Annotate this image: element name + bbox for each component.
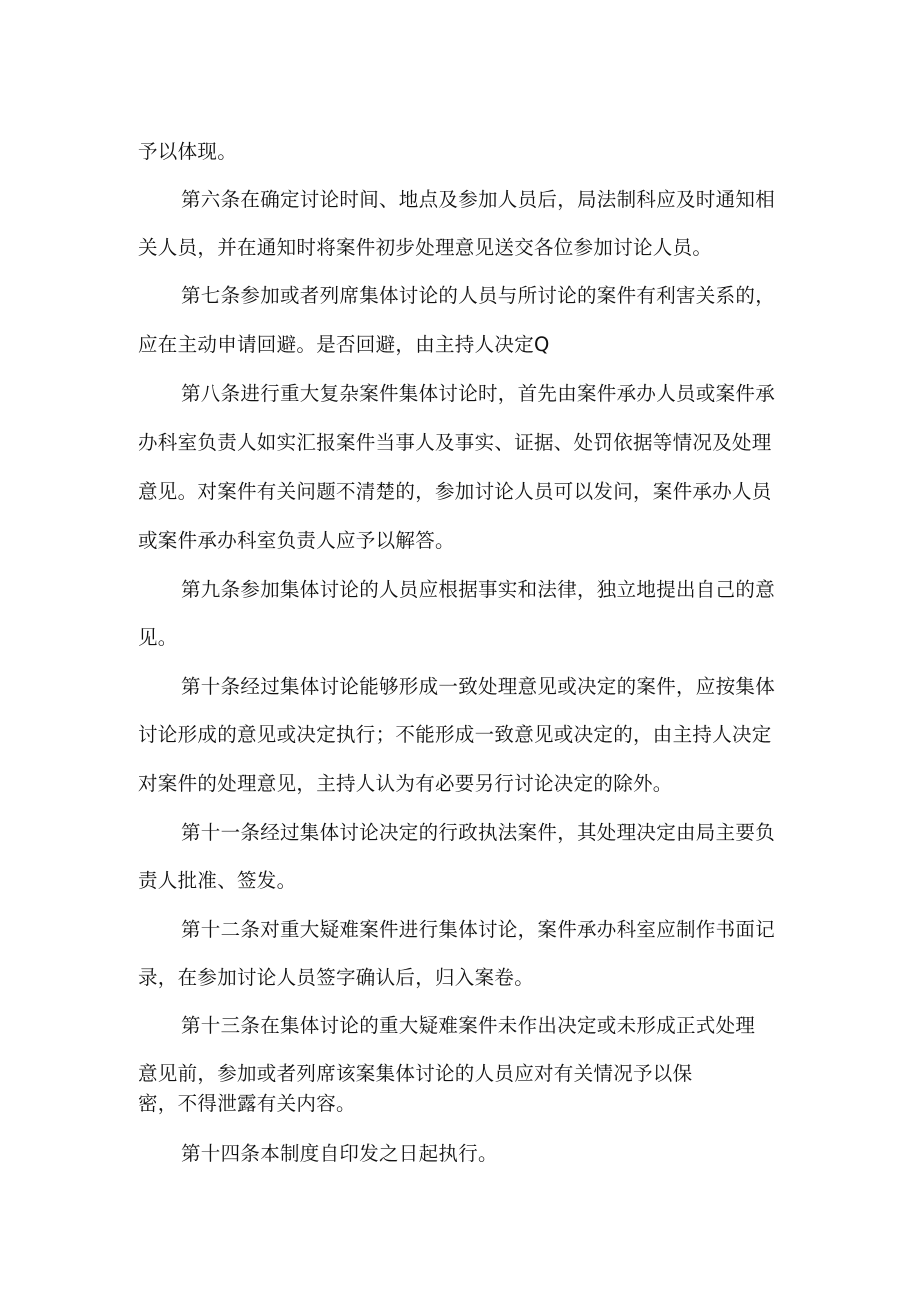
article-12-line: 第十二条对重大疑难案件进行集体讨论，案件承办科室应制作书面记 (181, 918, 776, 941)
text-line: 对案件的处理意见，主持人认为有必要另行讨论决定的除外。 (138, 772, 673, 795)
text-line: 责人批准、签发。 (138, 869, 297, 892)
article-6-line: 第六条在确定讨论时间、地点及参加人员后，局法制科应及时通知相 (181, 188, 776, 211)
text-line: 应在主动申请回避。是否回避，由主持人决定Q (138, 333, 550, 356)
article-11-line: 第十一条经过集体讨论决定的行政执法案件，其处理决定由局主要负 (181, 821, 776, 844)
text-line: 讨论形成的意见或决定执行；不能形成一致意见或决定的，由主持人决定 (138, 723, 772, 746)
article-8-line: 第八条进行重大复杂案件集体讨论时，首先由案件承办人员或案件承 (181, 382, 776, 405)
article-10-line: 第十条经过集体讨论能够形成一致处理意见或决定的案件，应按集体 (181, 675, 776, 698)
text-line: 密，不得泄露有关内容。 (138, 1092, 356, 1115)
article-9-line: 第九条参加集体讨论的人员应根据事实和法律，独立地提出自己的意 (181, 578, 776, 601)
text-line: 意见。对案件有关问题不清楚的，参加讨论人员可以发问，案件承办人员 (138, 480, 772, 503)
article-7-line: 第七条参加或者列席集体讨论的人员与所讨论的案件有利害关系的， (181, 284, 776, 307)
text-line: 或案件承办科室负责人应予以解答。 (138, 529, 455, 552)
text-line: 意见前，参加或者列席该案集体讨论的人员应对有关情况予以保 (138, 1062, 693, 1085)
text-line: 见。 (138, 626, 178, 649)
article-14-line: 第十四条本制度自印发之日起执行。 (181, 1142, 498, 1165)
text-line: 办科室负责人如实汇报案件当事人及事实、证据、处罚依据等情况及处理 (138, 431, 772, 454)
article-13-line: 第十三条在集体讨论的重大疑难案件未作出决定或未形成正式处理 (181, 1014, 756, 1037)
text-line: 关人员，并在通知时将案件初步处理意见送交各位参加讨论人员。 (138, 236, 713, 259)
text-line: 予以体现。 (138, 140, 238, 163)
text-line: 录，在参加讨论人员签字确认后，归入案卷。 (138, 966, 535, 989)
